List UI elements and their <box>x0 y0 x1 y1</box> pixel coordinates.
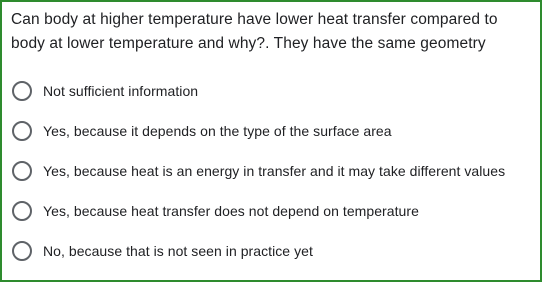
radio-button[interactable] <box>12 81 32 101</box>
question-text: Can body at higher temperature have lower heat transfer compared to body at lower temperature and why?. They have the same geometry <box>11 11 498 52</box>
option-label: Yes, because heat is an energy in transfer and it may take different values <box>43 163 506 179</box>
option-label: Not sufficient information <box>43 83 199 99</box>
option-no-not-seen-in-practice[interactable] <box>12 240 313 262</box>
option-yes-surface-area[interactable] <box>12 120 392 142</box>
option-label: Yes, because heat transfer does not depend on temperature <box>43 203 419 219</box>
answer-options <box>12 2 537 284</box>
option-not-sufficient-information[interactable] <box>12 80 198 102</box>
option-yes-not-depend-on-temperature[interactable] <box>12 200 419 222</box>
option-label: No, because that is not seen in practice yet <box>43 243 313 259</box>
radio-button[interactable] <box>12 241 32 261</box>
option-yes-energy-in-transfer[interactable] <box>12 160 505 182</box>
radio-button[interactable] <box>12 161 32 181</box>
radio-button[interactable] <box>12 201 32 221</box>
option-label: Yes, because it depends on the type of the surface area <box>43 123 392 139</box>
radio-button[interactable] <box>12 121 32 141</box>
